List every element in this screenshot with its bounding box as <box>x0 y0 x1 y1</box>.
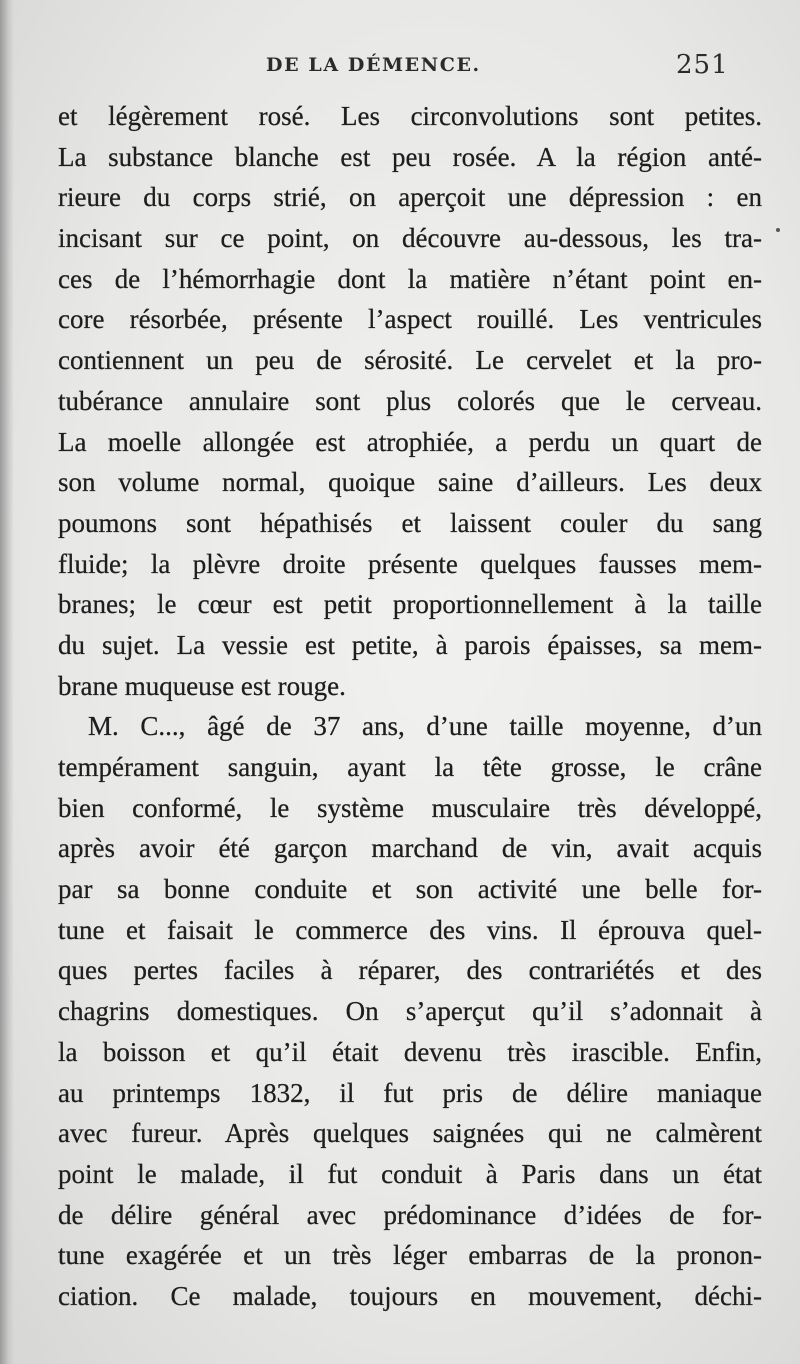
page-number: 251 <box>676 50 729 80</box>
text-line: incisant sur ce point, on découvre au-dessous, les tra- <box>58 223 762 254</box>
text-line: fluide; la plèvre droite présente quelques fausses mem- <box>58 548 762 579</box>
text-line: après avoir été garçon marchand de vin, avait acquis <box>58 833 762 864</box>
page-gutter-shadow <box>0 0 14 1364</box>
text-line: tune exagérée et un très léger embarras de la pronon- <box>58 1240 762 1271</box>
text-line: la boisson et qu’il était devenu très irascible. Enfin, <box>58 1036 762 1067</box>
text-line: brane muqueuse est rouge. <box>58 670 346 701</box>
text-line: tune et faisait le commerce des vins. Il éprouva quel- <box>58 914 762 945</box>
ink-speck <box>776 228 780 232</box>
running-head: DE LA DÉMENCE. <box>266 54 481 76</box>
text-line: du sujet. La vessie est petite, à parois épaisses, sa mem- <box>58 629 762 660</box>
text-line: branes; le cœur est petit proportionnellement à la taille <box>58 589 762 620</box>
text-line: poumons sont hépathisés et laissent couler du sang <box>58 507 762 538</box>
text-line: de délire général avec prédominance d’idées de for- <box>58 1199 762 1230</box>
text-line: M. C..., âgé de 37 ans, d’une taille moyenne, d’un <box>88 711 762 742</box>
text-line: et légèrement rosé. Les circonvolutions sont petites. <box>58 101 762 131</box>
text-line: ces de l’hémorrhagie dont la matière n’étant point en- <box>58 263 762 294</box>
text-line: bien conformé, le système musculaire très développé, <box>58 792 762 823</box>
text-line: ques pertes faciles à réparer, des contrariétés et des <box>58 955 762 986</box>
text-line: ciation. Ce malade, toujours en mouvement, déchi- <box>58 1280 762 1311</box>
text-line: point le malade, il fut conduit à Paris dans un état <box>58 1158 762 1189</box>
text-line: contiennent un peu de sérosité. Le cervelet et la pro- <box>58 345 762 376</box>
text-line: tubérance annulaire sont plus colorés que le cerveau. <box>58 385 762 416</box>
text-line: tempérament sanguin, ayant la tête grosse, le crâne <box>58 752 762 782</box>
body-text <box>58 96 762 1317</box>
text-line: core résorbée, présente l’aspect rouillé. Les ventricules <box>58 304 762 335</box>
text-line: chagrins domestiques. On s’aperçut qu’il s’adonnait à <box>58 996 762 1027</box>
text-line: par sa bonne conduite et son activité une belle for- <box>58 874 762 905</box>
page-header <box>0 50 800 90</box>
text-line: au printemps 1832, il fut pris de délire maniaque <box>58 1077 762 1108</box>
text-line: son volume normal, quoique saine d’ailleurs. Les deux <box>58 467 762 498</box>
text-line: avec fureur. Après quelques saignées qui ne calmèrent <box>58 1118 762 1149</box>
text-line: rieure du corps strié, on aperçoit une dépression : en <box>58 182 762 213</box>
text-line: La substance blanche est peu rosée. A la région anté- <box>58 141 762 172</box>
text-line: La moelle allongée est atrophiée, a perdu un quart de <box>58 426 762 457</box>
